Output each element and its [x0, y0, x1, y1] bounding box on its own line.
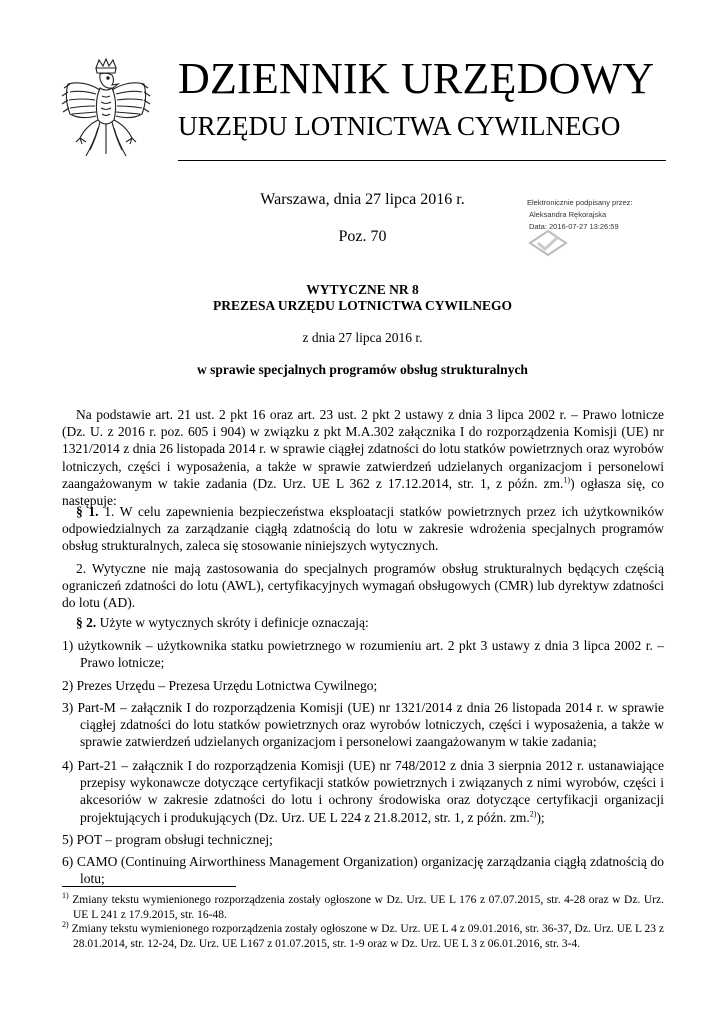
journal-subtitle: URZĘDU LOTNICTWA CYWILNEGO: [178, 111, 621, 141]
journal-title: DZIENNIK URZĘDOWY: [178, 54, 655, 103]
footnote-ref: 2): [529, 809, 537, 819]
list-item: 6) CAMO (Continuing Airworthiness Management Organization) organizację zarządzania ciągłą zdatnością do lotu;: [62, 854, 664, 887]
list-item: 4) Part-21 – załącznik I do rozporządzenia Komisji (UE) nr 748/2012 z dnia 3 sierpnia 2012 r. ustanawiające przepisy wykonawcze dotyczące certyfikacji statków powietrznych i związanych z nimi wyrobów, części i akcesoriów w zakresie zdatności do lotu i ochrony środowiska oraz dotyczące certyfikacji organizacji projektujących i produkujących (Dz. Urz. UE L 224 z 21.8.2012, str. 1, z późn. zm.$^{2)}$);: [62, 758, 664, 825]
signature-check-icon: [528, 228, 568, 258]
footnote: $^{2)}$ Zmiany tekstu wymienionego rozporządzenia zostały ogłoszone w Dz. Urz. UE L 4 z 09.01.2016, str. 36-37, Dz. Urz. UE L 23 z 28.01.2014, str. 12-24, Dz. Urz. UE L167 z 01.07.2015, str. 1-9 oraz w Dz. Urz. UE L 3 z 06.01.2016, str. 3-4.: [62, 920, 664, 950]
footnote: $^{1)}$ Zmiany tekstu wymienionego rozporządzenia zostały ogłoszone w Dz. Urz. UE L 176 z 07.07.2015, str. 4-28 oraz w Dz. Urz. UE L 241 z 17.9.2015, str. 16-48.: [62, 891, 664, 921]
signature-signer: Aleksandra Rękorajska: [529, 210, 607, 219]
preamble: Na podstawie art. 21 ust. 2 pkt 16 oraz art. 23 ust. 2 pkt 2 ustawy z dnia 3 lipca 2002 r. – Prawo lotnicze (Dz. U. z 2016 r. poz. 605 i 904) w związku z pkt M.A.302 załącznika I do rozporządzenia Komisji (UE) nr 1321/2014 z dnia 26 listopada 2014 r. w sprawie ciągłej zdatności do lotu statków powietrznych oraz wyrobów lotniczych, części i wyposażenia, a także w sprawie zatwierdzeń udzielanych organizacjom i personelowi zaangażowanym w takie zadania (Dz. Urz. UE L 362 z 17.12.2014, str. 1, z późn. zm.$^{1)}$) ogłasza się, co następuje:: [62, 407, 665, 509]
list-item: 2) Prezes Urzędu – Prezesa Urzędu Lotnictwa Cywilnego;: [62, 678, 378, 693]
header-divider: [178, 160, 666, 161]
paragraph-2: § 2. Użyte w wytycznych skróty i definicje oznaczają:: [76, 615, 369, 630]
list-item: 3) Part-M – załącznik I do rozporządzenia Komisji (UE) nr 1321/2014 z dnia 26 listopada 2014 r. w sprawie ciągłej zdatności do lotu statków powietrznych oraz wyrobów lotniczych, części i wyposażenia, a także w sprawie zatwierdzeń udzielanych organizacjom i personelowi zaangażowanym w takie zadania;: [62, 700, 664, 750]
signature-date: Data: 2016-07-27 13:26:59: [529, 222, 619, 231]
paragraph-1: § 1. 1. W celu zapewnienia bezpieczeństwa eksploatacji statków powietrznych przez ich użytkowników odpowiedzialnych za zarządzanie ciągłą zdatnością do lotu w zakresie wdrożenia specjalnych programów obsług strukturalnych, zaleca się stosowanie niniejszych wytycznych.: [62, 504, 665, 554]
signature-line: Elektronicznie podpisany przez:: [527, 198, 633, 207]
document-type-heading: WYTYCZNE NR 8: [306, 282, 419, 297]
document-issuer-heading: PREZESA URZĘDU LOTNICTWA CYWILNEGO: [213, 298, 512, 313]
list-item: 5) POT – program obsługi technicznej;: [62, 832, 273, 847]
paragraph-1-2: 2. Wytyczne nie mają zastosowania do specjalnych programów obsług strukturalnych będących częścią ograniczeń zdatności do lotu (AWL), certyfikacyjnych wymagań obsługowych (CMR) lub dyrektyw zdatności do lotu (AD).: [62, 561, 664, 611]
eagle-emblem-icon: [60, 58, 152, 166]
position-number: Poz. 70: [338, 228, 387, 245]
footnote-divider: [62, 886, 236, 887]
document-dateline: z dnia 27 lipca 2016 r.: [302, 330, 423, 345]
publication-date: Warszawa, dnia 27 lipca 2016 r.: [260, 191, 465, 208]
footnote-ref: 1): [563, 475, 571, 485]
list-item: 1) użytkownik – użytkownika statku powietrznego w rozumieniu art. 2 pkt 3 ustawy z dnia 3 lipca 2002 r. – Prawo lotnicze;: [62, 638, 664, 671]
document-subject: w sprawie specjalnych programów obsług strukturalnych: [197, 362, 528, 377]
